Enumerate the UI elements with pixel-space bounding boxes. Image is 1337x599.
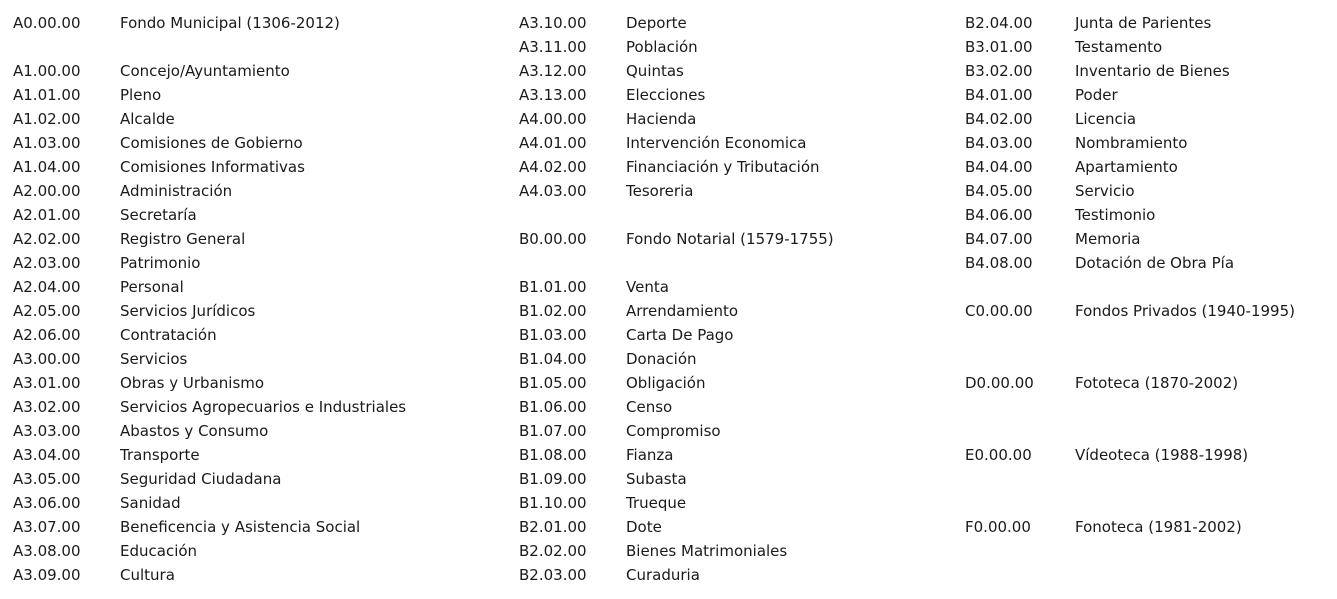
classification-code: A3.10.00 [519, 14, 587, 32]
classification-code: B1.02.00 [519, 302, 587, 320]
classification-code: A2.02.00 [13, 230, 81, 248]
classification-code: A3.03.00 [13, 422, 81, 440]
classification-label: Subasta [626, 470, 687, 488]
classification-code: A2.05.00 [13, 302, 81, 320]
classification-code: B2.03.00 [519, 566, 587, 584]
classification-code: A2.06.00 [13, 326, 81, 344]
classification-code: B2.04.00 [965, 14, 1033, 32]
classification-code: A3.13.00 [519, 86, 587, 104]
classification-label: Seguridad Ciudadana [120, 470, 282, 488]
classification-code: B0.00.00 [519, 230, 587, 248]
classification-label: Comisiones de Gobierno [120, 134, 303, 152]
classification-code: A1.03.00 [13, 134, 81, 152]
classification-label: Comisiones Informativas [120, 158, 305, 176]
classification-label: Nombramiento [1075, 134, 1188, 152]
classification-code: A3.08.00 [13, 542, 81, 560]
classification-label: Hacienda [626, 110, 697, 128]
classification-label: Trueque [626, 494, 687, 512]
classification-code: B1.06.00 [519, 398, 587, 416]
classification-label: Abastos y Consumo [120, 422, 269, 440]
classification-code: B1.08.00 [519, 446, 587, 464]
classification-label: Sanidad [120, 494, 181, 512]
classification-label: Venta [626, 278, 669, 296]
classification-code: A3.12.00 [519, 62, 587, 80]
classification-label: Transporte [120, 446, 200, 464]
classification-code: B1.04.00 [519, 350, 587, 368]
classification-code: A3.01.00 [13, 374, 81, 392]
classification-code: B4.03.00 [965, 134, 1033, 152]
classification-code: A4.02.00 [519, 158, 587, 176]
classification-label: Testimonio [1075, 206, 1156, 224]
classification-code: F0.00.00 [965, 518, 1031, 536]
classification-code: A1.04.00 [13, 158, 81, 176]
classification-label: Financiación y Tributación [626, 158, 820, 176]
classification-code: A2.00.00 [13, 182, 81, 200]
classification-label: Junta de Parientes [1075, 14, 1212, 32]
classification-label: Obras y Urbanismo [120, 374, 265, 392]
classification-label: Contratación [120, 326, 217, 344]
classification-label: Alcalde [120, 110, 175, 128]
classification-label: Fondo Notarial (1579-1755) [626, 230, 834, 248]
classification-code: A1.02.00 [13, 110, 81, 128]
classification-code: B1.05.00 [519, 374, 587, 392]
classification-code: A2.01.00 [13, 206, 81, 224]
classification-code: B1.01.00 [519, 278, 587, 296]
classification-code: B4.02.00 [965, 110, 1033, 128]
classification-code: B1.03.00 [519, 326, 587, 344]
classification-code: A0.00.00 [13, 14, 81, 32]
classification-code: A4.00.00 [519, 110, 587, 128]
classification-label: Dotación de Obra Pía [1075, 254, 1235, 272]
classification-label: Fondos Privados (1940-1995) [1075, 302, 1295, 320]
classification-label: Fototeca (1870-2002) [1075, 374, 1239, 392]
classification-label: Elecciones [626, 86, 706, 104]
classification-label: Administración [120, 182, 233, 200]
classification-label: Servicios Agropecuarios e Industriales [120, 398, 407, 416]
classification-code: B4.08.00 [965, 254, 1033, 272]
classification-label: Vídeoteca (1988-1998) [1075, 446, 1249, 464]
classification-label: Secretaría [120, 206, 197, 224]
classification-label: Memoria [1075, 230, 1141, 248]
classification-code: A3.00.00 [13, 350, 81, 368]
classification-label: Fianza [626, 446, 674, 464]
classification-code: D0.00.00 [965, 374, 1034, 392]
classification-code: A2.04.00 [13, 278, 81, 296]
classification-code: A4.03.00 [519, 182, 587, 200]
classification-code: A3.05.00 [13, 470, 81, 488]
classification-label: Licencia [1075, 110, 1137, 128]
classification-label: Quintas [626, 62, 684, 80]
classification-code: E0.00.00 [965, 446, 1032, 464]
classification-code: B1.09.00 [519, 470, 587, 488]
classification-label: Deporte [626, 14, 687, 32]
classification-label: Servicios Jurídicos [120, 302, 256, 320]
classification-label: Fondo Municipal (1306-2012) [120, 14, 340, 32]
classification-code: A2.03.00 [13, 254, 81, 272]
classification-code: B4.07.00 [965, 230, 1033, 248]
classification-code: A3.02.00 [13, 398, 81, 416]
classification-code: B4.01.00 [965, 86, 1033, 104]
classification-label: Población [626, 38, 698, 56]
classification-code: A3.11.00 [519, 38, 587, 56]
classification-label: Dote [626, 518, 662, 536]
classification-code: B3.01.00 [965, 38, 1033, 56]
classification-label: Testamento [1075, 38, 1163, 56]
classification-label: Arrendamiento [626, 302, 739, 320]
classification-label: Patrimonio [120, 254, 201, 272]
classification-label: Intervención Economica [626, 134, 807, 152]
classification-label: Curaduria [626, 566, 700, 584]
classification-code: B2.01.00 [519, 518, 587, 536]
classification-label: Concejo/Ayuntamiento [120, 62, 290, 80]
classification-code: B4.04.00 [965, 158, 1033, 176]
classification-code: A1.00.00 [13, 62, 81, 80]
classification-label: Personal [120, 278, 184, 296]
classification-label: Donación [626, 350, 697, 368]
classification-code: A3.04.00 [13, 446, 81, 464]
classification-label: Apartamiento [1075, 158, 1178, 176]
classification-code: A1.01.00 [13, 86, 81, 104]
classification-label: Obligación [626, 374, 706, 392]
classification-code: A3.07.00 [13, 518, 81, 536]
classification-label: Tesoreria [626, 182, 694, 200]
classification-code: B2.02.00 [519, 542, 587, 560]
classification-code: A4.01.00 [519, 134, 587, 152]
classification-label: Poder [1075, 86, 1118, 104]
classification-label: Servicio [1075, 182, 1135, 200]
classification-code: C0.00.00 [965, 302, 1033, 320]
classification-label: Bienes Matrimoniales [626, 542, 788, 560]
classification-code: B4.06.00 [965, 206, 1033, 224]
classification-label: Beneficencia y Asistencia Social [120, 518, 361, 536]
classification-code: A3.06.00 [13, 494, 81, 512]
classification-code: A3.09.00 [13, 566, 81, 584]
classification-label: Educación [120, 542, 198, 560]
classification-label: Compromiso [626, 422, 721, 440]
classification-label: Censo [626, 398, 673, 416]
classification-label: Registro General [120, 230, 246, 248]
classification-code: B4.05.00 [965, 182, 1033, 200]
classification-label: Servicios [120, 350, 188, 368]
classification-code: B3.02.00 [965, 62, 1033, 80]
classification-code: B1.10.00 [519, 494, 587, 512]
classification-label: Inventario de Bienes [1075, 62, 1230, 80]
classification-label: Cultura [120, 566, 175, 584]
classification-code: B1.07.00 [519, 422, 587, 440]
classification-label: Fonoteca (1981-2002) [1075, 518, 1242, 536]
classification-label: Pleno [120, 86, 162, 104]
classification-label: Carta De Pago [626, 326, 734, 344]
